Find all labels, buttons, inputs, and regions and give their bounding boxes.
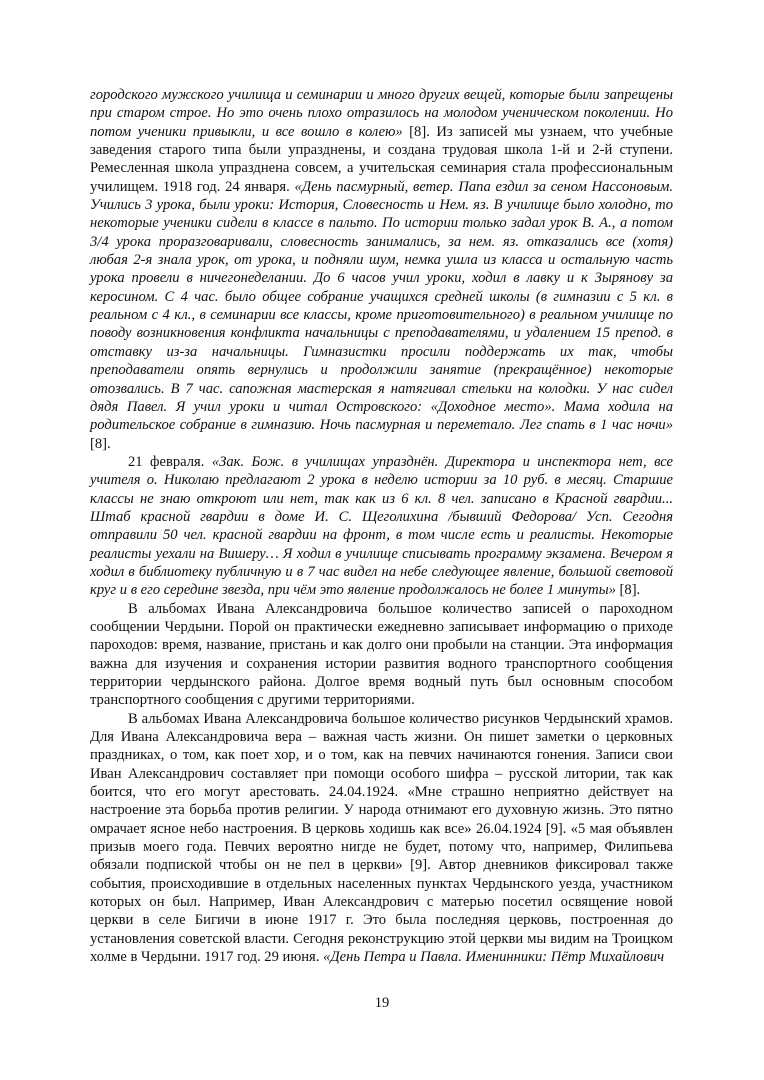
paragraph-1 — [90, 86, 673, 453]
paragraph-2 — [90, 453, 673, 600]
paragraph-4 — [90, 710, 673, 967]
quote-text: «Зак. Бож. в училищах упразднён. Директора и инспектора нет, все учителя о. Николаю предлагают 2 урока в неделю истории за 10 руб. в месяц. Старшие классы не знаю откроют или нет, так как из 6 кл. 8 чел. записано в Красной гвардии... Штаб красной гвардии в доме И. С. Щеголихина /бывший Федорова/ Усп. Сегодня отправили 50 чел. красной гвардии на фронт, в том числе есть и реалисты. Некоторые реалисты уехали на Вишеру… Я ходил в училище списывать программу экзамена. Вечером я ходил в библиотеку публичную и в 7 час видел на небе следующее явление, большой световой круг и в его середине звезда, при чём это явление продолжалось не более 1 минуты» — [90, 453, 673, 599]
body-text: В альбомах Ивана Александровича большое количество рисунков Чердынский храмов. Для Ивана Александровича вера – важная часть жизни. Он пишет заметки о церковных праздниках, о том, как поет хор, и о том, как на певчих начинаются гонения. Записи свои Иван Александрович составляет при помощи особого шифра – русской литории, так как боится, что его могут арестовать. 24.04.1924. «Мне страшно неприятно действует на настроение эта борьба против религии. У народа отнимают его духовную жизнь. Это пятно омрачает ясное небо настроения. В церковь ходишь как все» 26.04.1924 [9]. «5 мая объявлен призыв моего года. Певчих вероятно нигде не будет, потому что, например, Филипьева обязали подпиской чтобы он не пел в церкви» [9]. Автор дневников фиксировал также события, происходившие в отдельных населенных пунктах Чердынского уезда, участником которых он был. Например, Иван Александрович с матерью посетил освящение новой церкви в селе Бигичи в июне 1917 г. Это была последняя церковь, построенная до установления советской власти. Сегодня реконструкцию этой церкви мы видим на Троицком холме в Чердыни. 1917 год. 29 июня. — [90, 710, 673, 966]
paragraph-3 — [90, 600, 673, 710]
body-text: 21 февраля. — [128, 453, 212, 470]
quote-text: городского мужского училища и семинарии и много других вещей, которые были запрещены при старом строе. Но это очень плохо отразилось на молодом ученическом поколении. Но потом ученики привыкли, и все вошло в колею» — [90, 87, 673, 140]
quote-text: «День пасмурный, ветер. Папа ездил за сеном Нассоновым. Учились 3 урока, были уроки: История, Словесность и Нем. яз. В училище было холодно, то некоторые ученики сидели в классе в пальто. По истории только задал урок В. А., а потом 3/4 урока проразговаривали, словесность занимались, за нем. яз. отказались все (хотя) любая 2-я знала урок, от урока, и подняли шум, немка ушла из класса и остальную часть урока провели в ничегонеделании. До 6 часов учил уроки, ходил в лавку и к Зырянову за керосином. С 4 час. было общее собрание учащихся средней школы (в гимназии с 5 кл. в реальном с 4 кл., в семинарии все классы, кроме приготовительного) в реальном училище по поводу возникновения конфликта начальницы с преподавателями, и удалением 15 препод. в отставку из-за начальницы. Гимназистки просили поддержать их так, чтобы преподаватели опять вернулись и продолжили занятие (прекращённое) некоторые отозвались. В 7 час. сапожная мастерская я натягивал стельки на колодки. У нас сидел дядя Павел. Я учил уроки и читал Островского: «Доходное место». Мама ходила на родительское собрание в гимназию. Ночь пасмурная и переметало. Лег спать в 1 час ночи» — [90, 178, 674, 434]
body-text: [8]. Из записей мы узнаем, что учебные заведения старого типа были упразднены, и создана трудовая школа 1-й и 2-й ступени. Ремесленная школа упразднена совсем, а учительская семинария стала профессиональным училищем. 1918 год. 24 января. — [90, 123, 673, 195]
citation: [8]. — [615, 582, 641, 599]
quote-text: «День Петра и Павла. Именинники: Пётр Михайлович — [323, 949, 665, 966]
page-number: 19 — [374, 995, 390, 1011]
document-body — [90, 86, 673, 967]
body-text: В альбомах Ивана Александровича большое количество записей о пароходном сообщении Чердыни. Порой он практически ежедневно записывает информацию о приходе пароходов: время, название, пристань и как долго они пробыли на станции. Эта информация важна для изучения и сохранения истории развития водного транспортного сообщения территории чердынского района. Долгое время водный путь был основным способом транспортного сообщения с другими территориями. — [90, 600, 673, 709]
citation: [8]. — [90, 435, 111, 452]
